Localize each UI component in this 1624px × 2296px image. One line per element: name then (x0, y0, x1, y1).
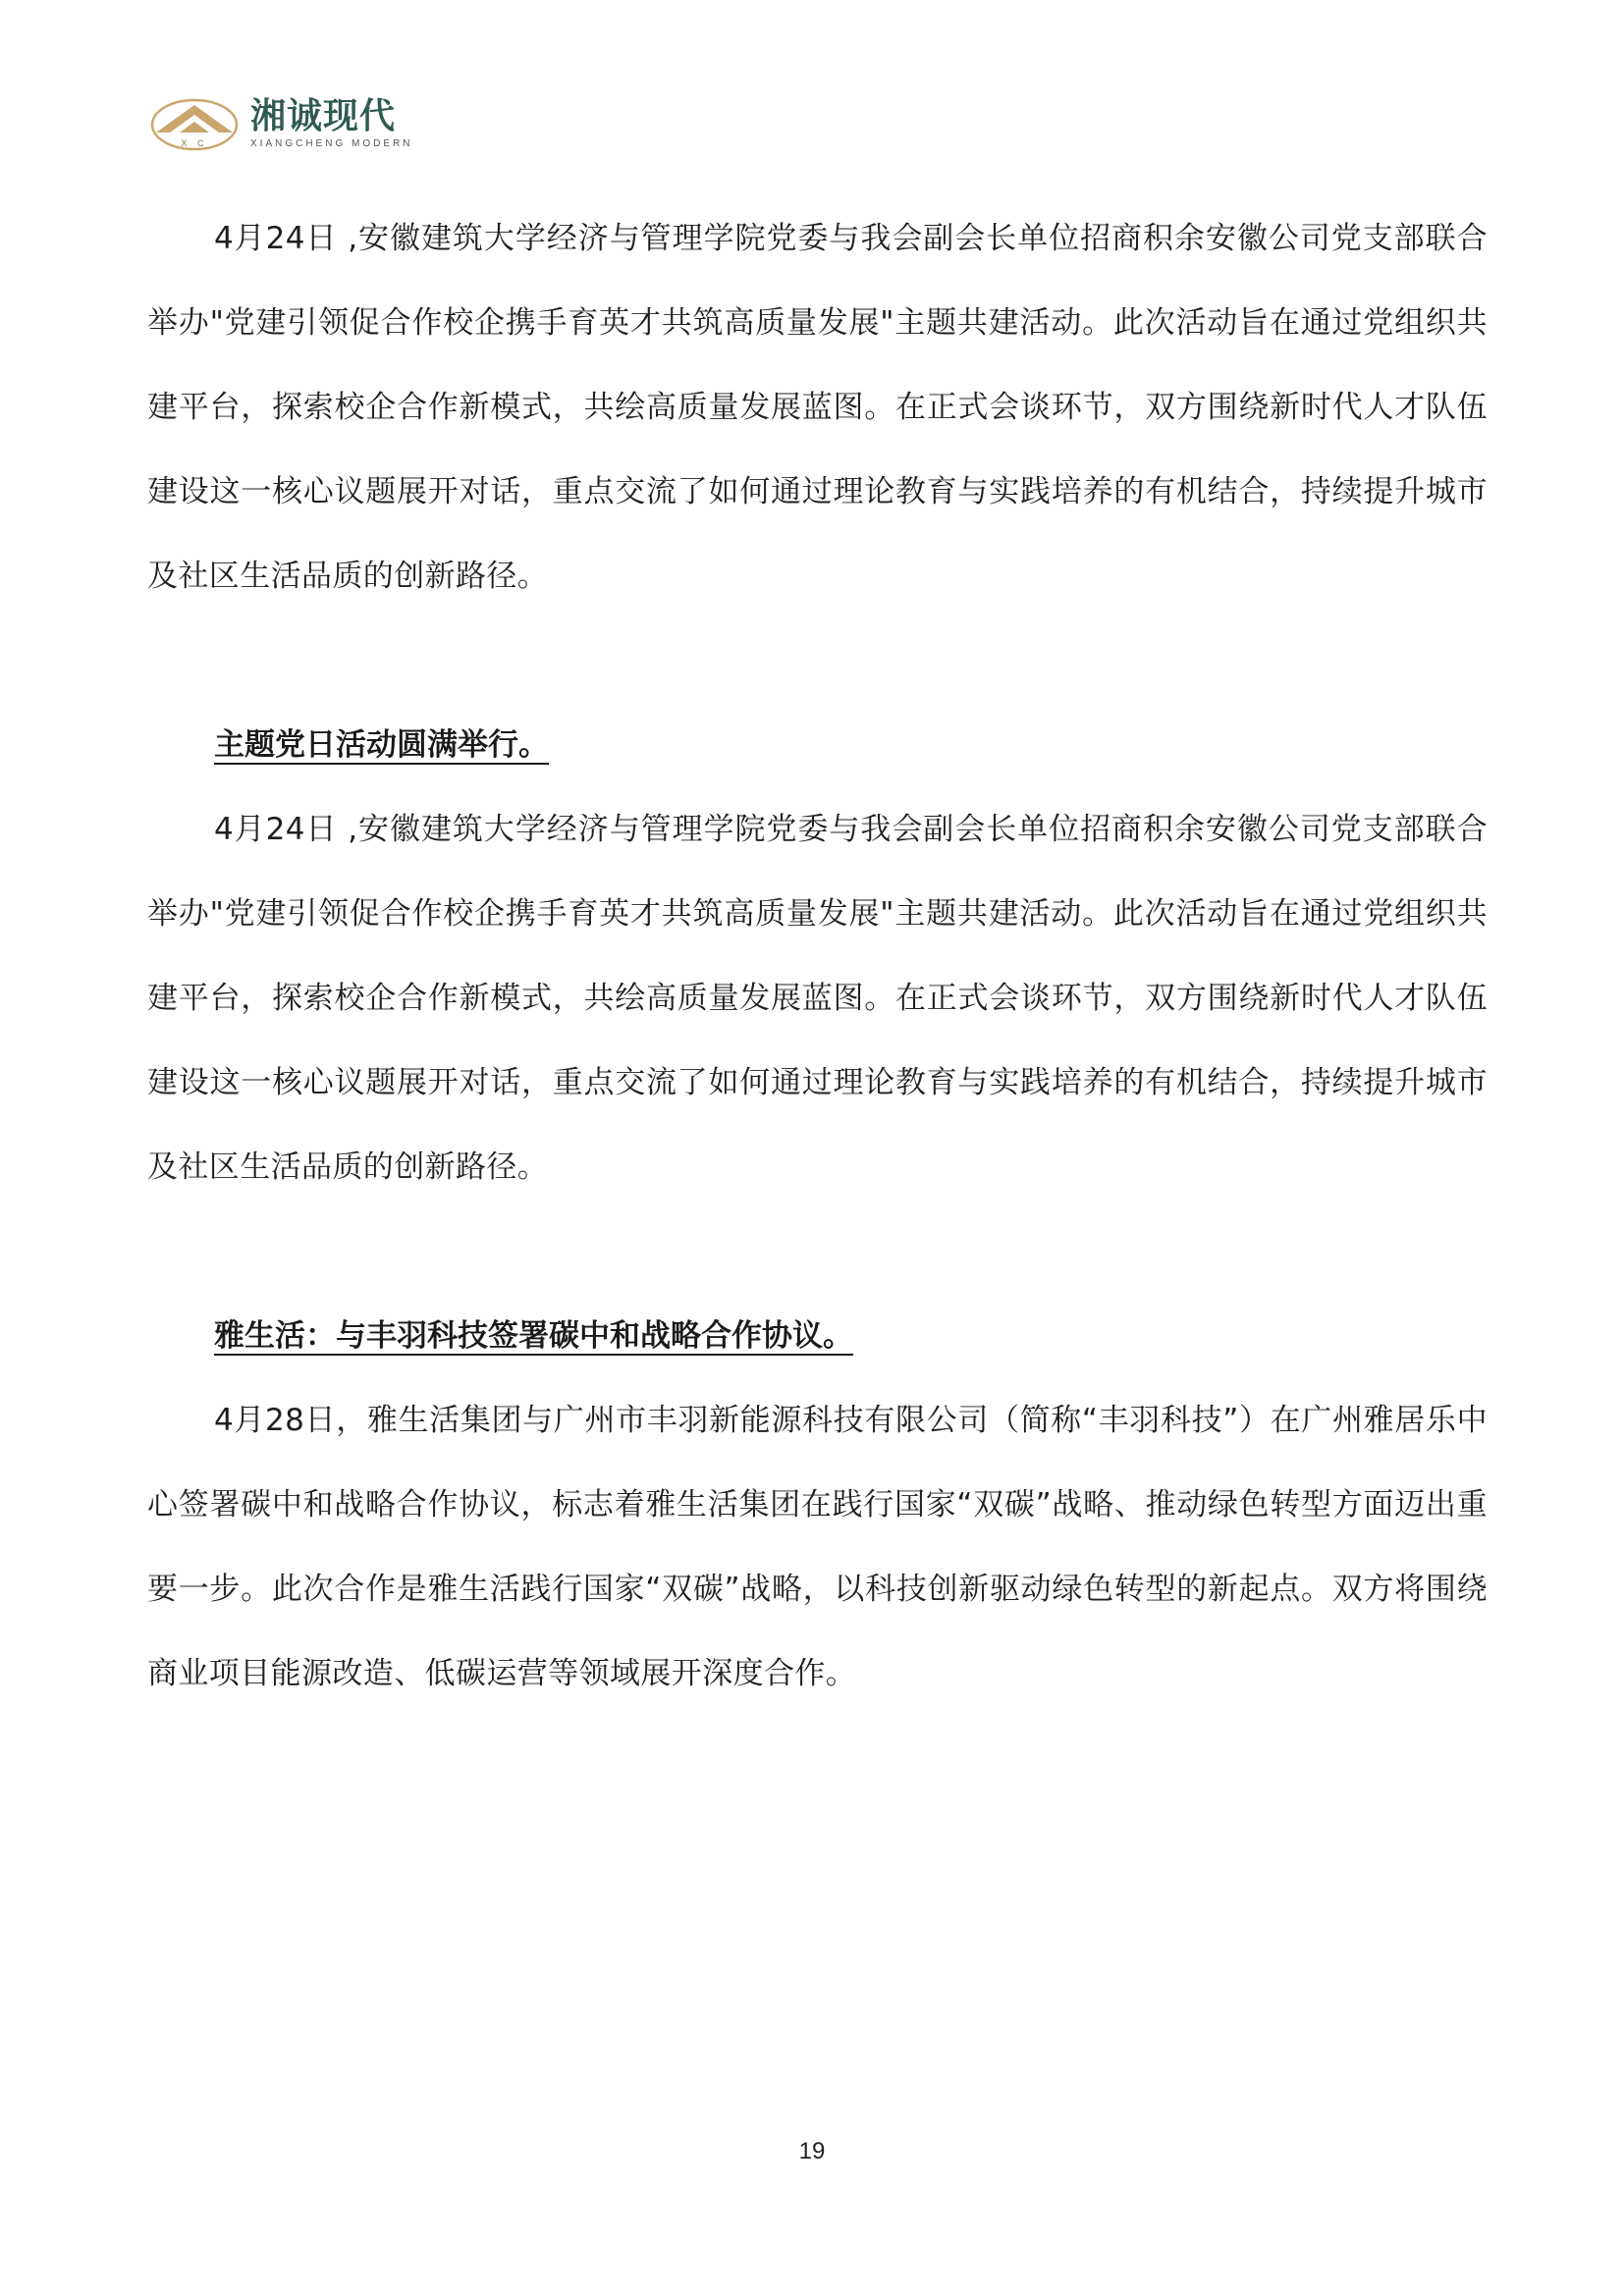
spacer (147, 618, 1488, 703)
logo-text (250, 97, 412, 150)
page-number: 19 (798, 2138, 826, 2164)
spacer (147, 1209, 1488, 1294)
paragraph-party-day: 4月24日 ,安徽建筑大学经济与管理学院党委与我会副会长单位招商积余安徽公司党支部联合举办"党建引领促合作校企携手育英才共筑高质量发展"主题共建活动。此次活动旨在通过党组织共建平台，探索校企合作新模式，共绘高质量发展蓝图。在正式会谈环节，双方围绕新时代人才队伍建设这一核心议题展开对话，重点交流了如何通过理论教育与实践培养的有机结合，持续提升城市及社区生活品质的创新路径。 (147, 812, 1488, 1185)
paragraph-ya-life: 4月28日，雅生活集团与广州市丰羽新能源科技有限公司（简称“丰羽科技”）在广州雅居乐中心签署碳中和战略合作协议，标志着雅生活集团在践行国家“双碳”战略、推动绿色转型方面迈出重要一步。此次合作是雅生活践行国家“双碳”战略，以科技创新驱动绿色转型的新起点。双方将围绕商业项目能源改造、低碳运营等领域展开深度合作。 (147, 1403, 1488, 1691)
svg-text:X C: X C (181, 138, 208, 148)
logo-english-name: XIANGCHENG MODERN (250, 138, 413, 149)
article-body (147, 196, 1488, 1716)
section-heading-party-day: 主题党日活动圆满举行。 (214, 727, 549, 763)
logo-chinese-name: 湘诚现代 (250, 96, 397, 136)
paragraph-intro: 4月24日 ,安徽建筑大学经济与管理学院党委与我会副会长单位招商积余安徽公司党支部联合举办"党建引领促合作校企携手育英才共筑高质量发展"主题共建活动。此次活动旨在通过党组织共建平台，探索校企合作新模式，共绘高质量发展蓝图。在正式会谈环节，双方围绕新时代人才队伍建设这一核心议题展开对话，重点交流了如何通过理论教育与实践培养的有机结合，持续提升城市及社区生活品质的创新路径。 (147, 221, 1488, 594)
company-logo (150, 94, 412, 153)
mountain-logo-icon (150, 95, 239, 152)
section-heading-ya-life: 雅生活：与丰羽科技签署碳中和战略合作协议。 (214, 1318, 853, 1354)
